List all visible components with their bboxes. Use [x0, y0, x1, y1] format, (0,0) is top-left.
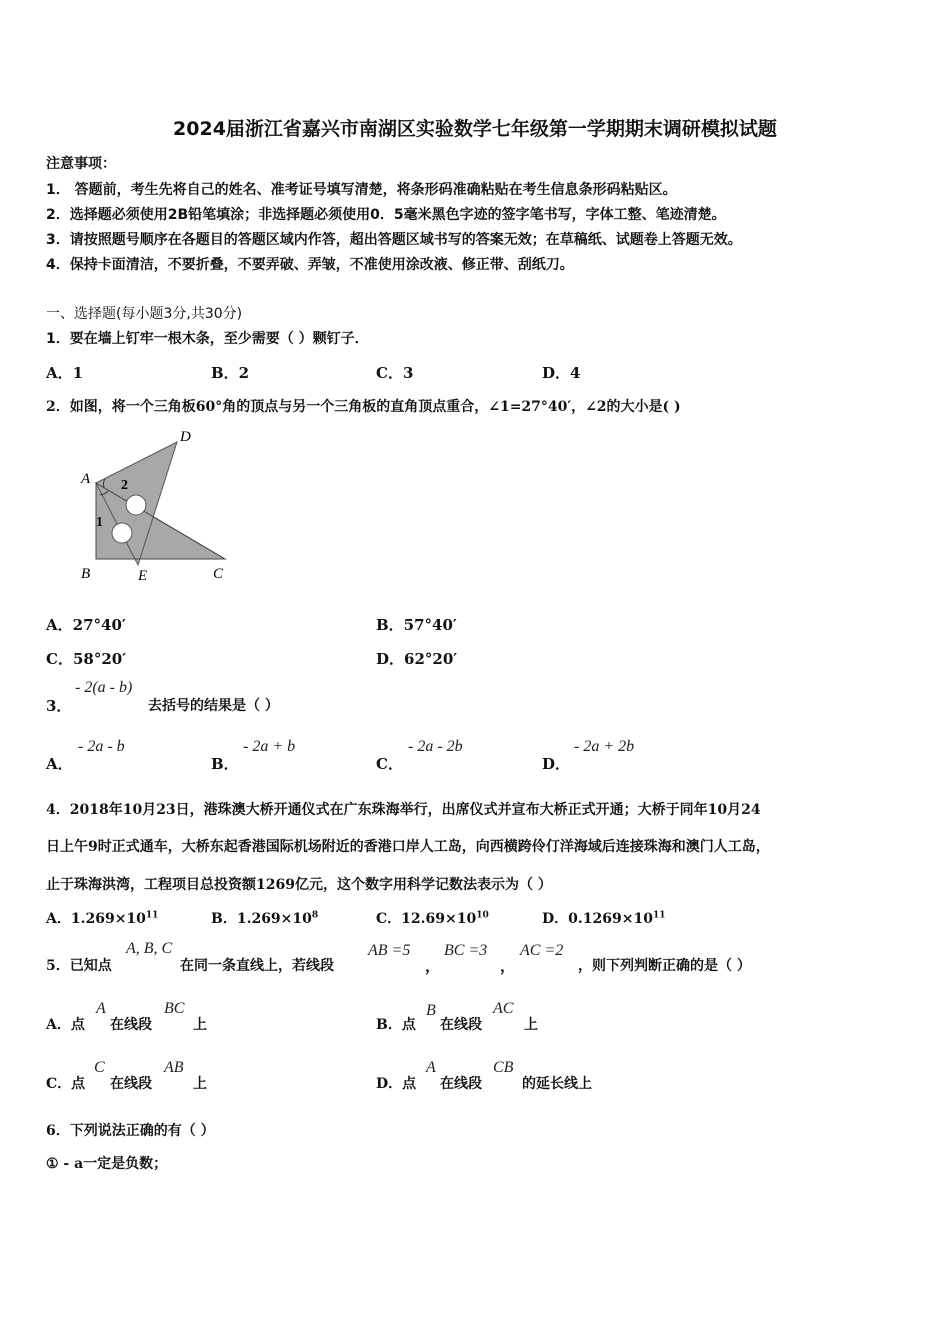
question-3-stem: 去括号的结果是（ ）: [148, 698, 279, 714]
q5-option-b-point: B: [426, 1002, 436, 1019]
q3-number: 3．: [46, 697, 72, 715]
q3-option-d-expr: - 2a + 2b: [574, 738, 635, 755]
q5-option-c-tail: 上: [193, 1076, 207, 1092]
q4-option-a: A．$1.269\times 10^{11}$: [46, 910, 159, 927]
q3-option-c-expr: - 2a - 2b: [408, 738, 463, 755]
q3-option-b-expr: - 2a + b: [243, 738, 296, 755]
q5-option-d-tail: 的延长线上: [522, 1076, 592, 1092]
q1-option-c: C．3: [376, 364, 414, 382]
q5-option-a-label: A．点: [46, 1017, 85, 1033]
label-d: D: [180, 429, 191, 445]
q5-number: 5．已知点: [46, 958, 112, 974]
q5-option-b-seg: AC: [493, 1000, 514, 1017]
q3-option-d-label: D．: [542, 755, 571, 773]
q5-option-b-label: B．点: [376, 1017, 416, 1033]
q4-option-c: C．$12.69\times 10^{10}$: [376, 910, 489, 927]
q5-option-c-point: C: [94, 1059, 105, 1076]
q3-option-b-label: B．: [211, 755, 239, 773]
q6-item-1: ① - a一定是负数；: [46, 1156, 168, 1172]
q3-expression: - 2(a - b): [75, 679, 133, 696]
q5-tail: ，则下列判断正确的是（ ）: [578, 958, 751, 974]
notice-item: 4．保持卡面清洁，不要折叠，不要弄破、弄皱，不准使用涂改液、修正带、刮纸刀。: [46, 257, 574, 273]
q5-option-c-mid: 在线段: [110, 1076, 152, 1092]
q1-option-a: A．1: [46, 364, 84, 382]
q1-option-b: B．2: [211, 364, 250, 382]
q5-option-c-seg: AB: [164, 1059, 184, 1076]
q5-bc: BC =3: [444, 942, 488, 959]
notice-item: 1． 答题前，考生先将自己的姓名、准考证号填写清楚，将条形码准确粘贴在考生信息条形码粘贴区。: [46, 182, 677, 198]
label-c: C: [213, 566, 224, 582]
q5-option-d-label: D．点: [376, 1076, 417, 1092]
q2-option-a: A．27°40′: [46, 616, 126, 634]
q5-mid: 在同一条直线上，若线段: [180, 958, 334, 974]
label-angle-1: 1: [96, 515, 103, 530]
q4-line-2: 日上午9时正式通车，大桥东起香港国际机场附近的香港口岸人工岛，向西横跨伶仃洋海域后连接珠海和澳门人工岛，: [46, 839, 770, 855]
circle-hole-lower: [112, 523, 132, 543]
q5-option-d-point: A: [426, 1059, 436, 1076]
section-heading: 一、选择题(每小题3分,共30分): [46, 306, 243, 322]
triangle-figure: [70, 425, 240, 585]
q5-option-a-point: A: [96, 1000, 106, 1017]
page-title: 2024届浙江省嘉兴市南湖区实验数学七年级第一学期期末调研模拟试题: [173, 118, 777, 140]
q2-option-c: C．58°20′: [46, 650, 127, 668]
label-b: B: [81, 566, 91, 582]
q3-option-c-label: C．: [376, 755, 403, 773]
q5-points: A, B, C: [126, 940, 173, 957]
notice-item: 3．请按照题号顺序在各题目的答题区域内作答，超出答题区域书写的答案无效；在草稿纸、试题卷上答题无效。: [46, 232, 742, 248]
q5-option-c-label: C．点: [46, 1076, 86, 1092]
question-1-stem: 1．要在墙上钉牢一根木条，至少需要（ ）颗钉子．: [46, 331, 369, 347]
q5-ab: AB =5: [368, 942, 411, 959]
q5-option-d-seg: CB: [493, 1059, 514, 1076]
q4-option-b: B．$1.269\times 10^8$: [211, 910, 319, 927]
label-a: A: [81, 471, 91, 487]
label-angle-2: 2: [121, 478, 128, 493]
q3-option-a-label: A．: [46, 755, 73, 773]
q2-option-d: D．62°20′: [376, 650, 458, 668]
q5-comma-1: ，: [425, 957, 441, 975]
circle-hole-upper: [126, 495, 146, 515]
label-e: E: [138, 568, 148, 584]
q1-option-d: D．4: [542, 364, 581, 382]
q4-option-d: D．$0.1269\times 10^{11}$: [542, 910, 666, 927]
q5-option-b-tail: 上: [524, 1017, 538, 1033]
q4-line-3: 止于珠海洪湾，工程项目总投资额1269亿元，这个数字用科学记数法表示为（ ）: [46, 877, 552, 893]
q5-option-a-seg: BC: [164, 1000, 185, 1017]
q5-option-a-mid: 在线段: [110, 1017, 152, 1033]
q3-option-a-expr: - 2a - b: [78, 738, 125, 755]
q5-option-a-tail: 上: [193, 1017, 207, 1033]
notice-heading: 注意事项：: [46, 156, 116, 172]
q5-ac: AC =2: [520, 942, 564, 959]
question-6-stem: 6．下列说法正确的有（ ）: [46, 1123, 215, 1139]
question-2-stem: 2．如图，将一个三角板60°角的顶点与另一个三角板的直角顶点重合，∠1=27°40′，∠2的大小是( ): [46, 399, 681, 415]
q5-option-d-mid: 在线段: [440, 1076, 482, 1092]
notice-item: 2．选择题必须使用2B铅笔填涂；非选择题必须使用0．5毫米黑色字迹的签字笔书写，字体工整、笔迹清楚。: [46, 207, 726, 223]
q4-line-1: 4．2018年10月23日，港珠澳大桥开通仪式在广东珠海举行，出席仪式并宣布大桥正式开通；大桥于同年10月24: [46, 802, 761, 818]
q5-comma-2: ，: [500, 957, 516, 975]
q2-option-b: B．57°40′: [376, 616, 457, 634]
q5-option-b-mid: 在线段: [440, 1017, 482, 1033]
